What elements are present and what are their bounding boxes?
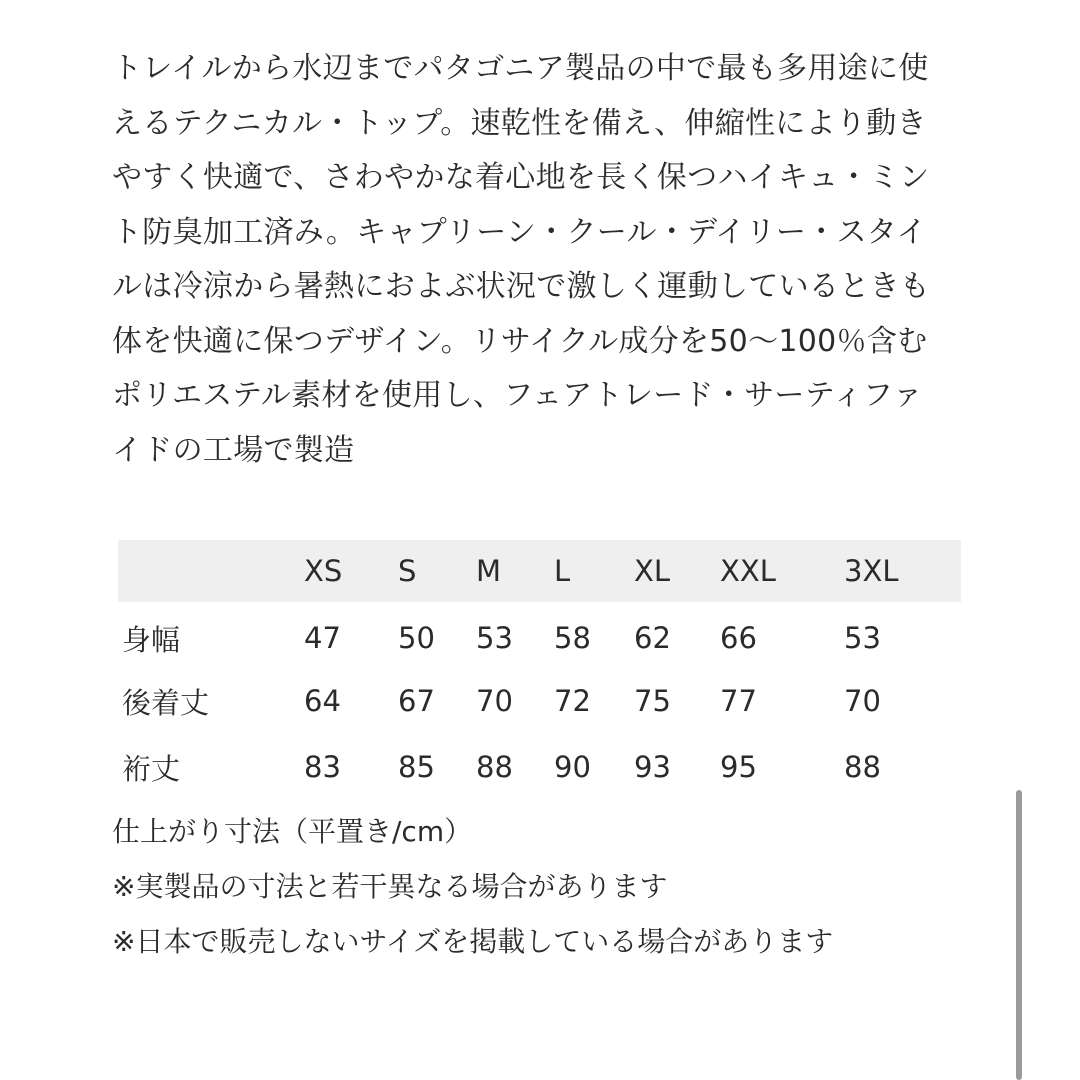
table-cell: 93 (634, 750, 671, 784)
table-cell: 53 (844, 621, 881, 655)
vertical-scrollbar[interactable] (1016, 790, 1022, 1080)
table-cell: 88 (476, 750, 513, 784)
table-cell: 83 (304, 750, 341, 784)
header-size-s: S (398, 554, 417, 588)
description-line: イドの工場で製造 (112, 432, 355, 468)
table-cell: 90 (554, 750, 591, 784)
header-size-xxl: XXL (720, 554, 776, 588)
table-cell: 95 (720, 750, 757, 784)
description-line: ポリエステル素材を使用し、フェアトレード・サーティファ (112, 378, 923, 413)
header-blank-cell (118, 540, 304, 602)
table-row (118, 734, 961, 800)
disclaimer-text: ※実製品の寸法と若干異なる場合があります (112, 870, 668, 903)
row-label-back-length: 後着丈 (122, 685, 210, 720)
table-row (118, 668, 961, 734)
table-cell: 67 (398, 684, 435, 718)
table-cell: 70 (476, 684, 513, 718)
header-size-xs: XS (304, 554, 343, 588)
table-cell: 72 (554, 684, 591, 718)
unit-note: 仕上がり寸法（平置き/cm） (112, 815, 473, 848)
size-chart-table (118, 540, 961, 800)
table-cell: 64 (304, 684, 341, 718)
description-line: ト防臭加工済み。キャプリーン・クール・デイリー・スタイ (112, 214, 927, 250)
header-size-m: M (476, 554, 502, 588)
table-cell: 66 (720, 621, 757, 655)
table-cell: 50 (398, 621, 435, 655)
description-line: 体を快適に保つデザイン。リサイクル成分を50〜100％含む (112, 323, 928, 359)
table-cell: 62 (634, 621, 671, 655)
description-line: トレイルから水辺までパタゴニア製品の中で最も多用途に使 (112, 51, 929, 86)
header-size-xl: XL (634, 554, 671, 588)
product-description (112, 42, 972, 478)
header-size-3xl: 3XL (844, 554, 899, 588)
description-line: やすく快適で、さわやかな着心地を長く保つハイキュ・ミン (112, 160, 930, 195)
table-cell: 77 (720, 684, 757, 718)
table-cell: 70 (844, 684, 881, 718)
table-row (118, 602, 961, 668)
row-label-chest-width: 身幅 (122, 622, 181, 657)
size-notes (112, 804, 833, 969)
table-cell: 53 (476, 621, 513, 655)
header-size-l: L (554, 554, 571, 588)
description-line: えるテクニカル・トップ。速乾性を備え、伸縮性により動き (112, 105, 927, 141)
table-cell: 58 (554, 621, 591, 655)
disclaimer-text: ※日本で販売しないサイズを掲載している場合があります (112, 925, 834, 958)
table-cell: 88 (844, 750, 881, 784)
size-header-row (118, 540, 961, 602)
table-cell: 85 (398, 750, 435, 784)
row-label-sleeve-length: 裄丈 (122, 751, 181, 786)
table-cell: 75 (634, 684, 671, 718)
table-cell: 47 (304, 621, 341, 655)
description-line: ルは冷涼から暑熱におよぶ状況で激しく運動しているときも (112, 269, 931, 304)
